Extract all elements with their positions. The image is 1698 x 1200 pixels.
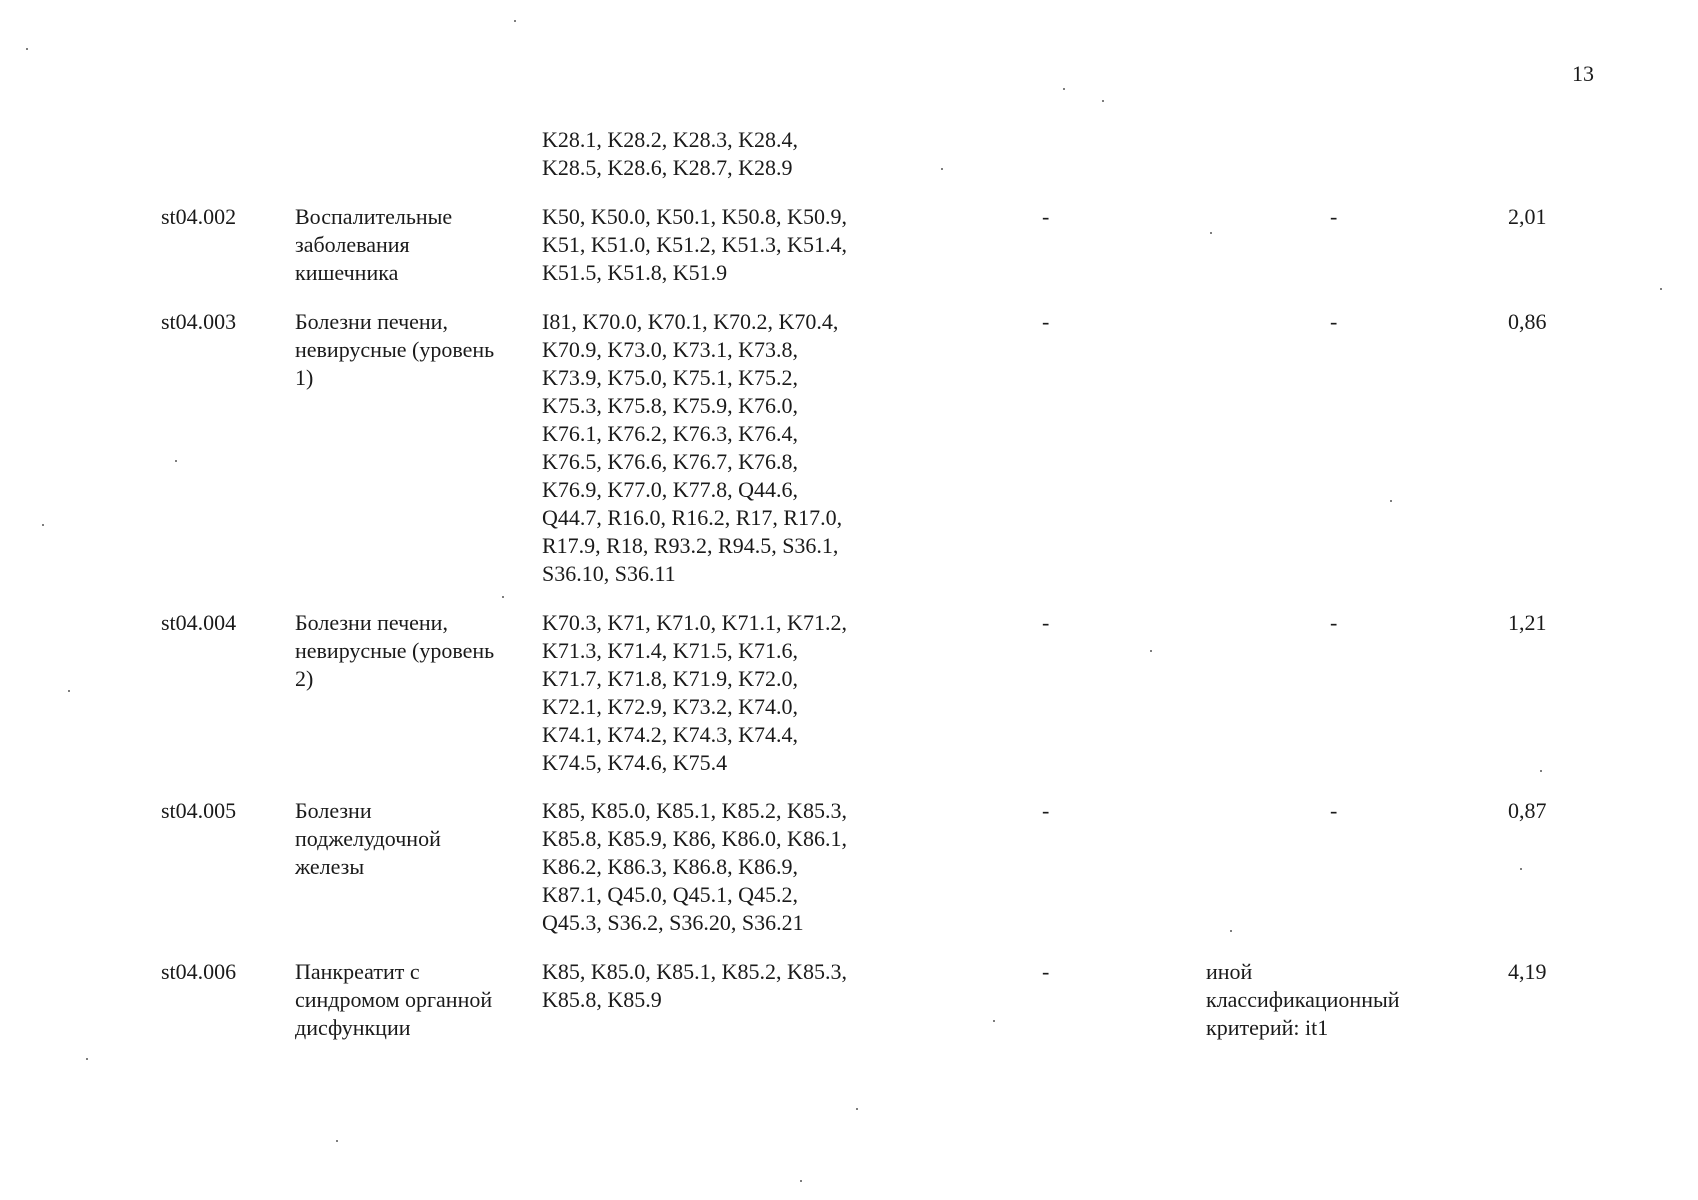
row-mkb-codes: K70.3, K71, K71.0, K71.1, K71.2, K71.3, K71.4, K71.5, K71.6, K71.7, K71.8, K71.9, K72.0, K72.1, K72.9, K73.2, K74.0, K74.1, K74.2, K74.3, K74.4, K74.5, K74.6, K75.4 [542, 610, 847, 775]
continuation-mkb-codes: K28.1, K28.2, K28.3, K28.4, K28.5, K28.6, K28.7, K28.9 [542, 127, 799, 180]
scan-speck [941, 168, 943, 170]
row-code: st04.006 [161, 959, 237, 984]
row-other-criterion: - [1330, 309, 1338, 334]
scan-speck [1150, 650, 1152, 652]
row-mkb-codes: K85, K85.0, K85.1, K85.2, K85.3, K85.8, K85.9, K86, K86.0, K86.1, K86.2, K86.3, K86.8, K86.9, K87.1, Q45.0, Q45.1, Q45.2, Q45.3, S36.2, S36.20, S36.21 [542, 798, 847, 935]
scan-speck [26, 48, 28, 50]
scan-speck [1102, 100, 1104, 102]
scan-speck [1390, 500, 1392, 502]
row-name: Панкреатит с синдромом органной дисфункции [295, 959, 493, 1040]
row-additional-code: - [1042, 204, 1050, 229]
row-mkb-codes: K85, K85.0, K85.1, K85.2, K85.3, K85.8, K85.9 [542, 959, 847, 1012]
scan-speck [993, 1020, 995, 1022]
scan-speck [1063, 88, 1065, 90]
scan-speck [42, 524, 44, 526]
scan-speck [514, 20, 516, 22]
row-name: Болезни печени, невирусные (уровень 1) [295, 309, 495, 390]
row-other-criterion: - [1330, 798, 1338, 823]
scan-speck [336, 1140, 338, 1142]
row-mkb-codes: I81, K70.0, K70.1, K70.2, K70.4, K70.9, K73.0, K73.1, K73.8, K73.9, K75.0, K75.1, K75.2, K75.3, K75.8, K75.9, K76.0, K76.1, K76.2, K76.3, K76.4, K76.5, K76.6, K76.7, K76.8, K76.9, K77.0, K77.8, Q44.6, Q44.7, R16.0, R16.2, R17, R17.0, R17.9, R18, R93.2, R94.5, S36.1, S36.10, S36.11 [542, 309, 843, 586]
row-additional-code: - [1042, 610, 1050, 635]
page-number: 13 [1572, 61, 1594, 86]
row-name: Болезни печени, невирусные (уровень 2) [295, 610, 495, 691]
scan-speck [68, 690, 70, 692]
row-name: Болезни поджелудочной железы [295, 798, 441, 879]
row-code: st04.005 [161, 798, 237, 823]
scan-speck [800, 1180, 802, 1182]
row-coefficient: 2,01 [1508, 204, 1547, 229]
row-other-criterion: иной классификационный критерий: it1 [1206, 959, 1400, 1040]
scan-speck [502, 596, 504, 598]
scan-speck [1520, 868, 1522, 870]
scan-speck [86, 1058, 88, 1060]
row-mkb-codes: K50, K50.0, K50.1, K50.8, K50.9, K51, K51.0, K51.2, K51.3, K51.4, K51.5, K51.8, K51.9 [542, 204, 847, 285]
row-coefficient: 4,19 [1508, 959, 1547, 984]
scan-speck [1210, 232, 1212, 234]
row-additional-code: - [1042, 959, 1050, 984]
row-coefficient: 0,87 [1508, 798, 1547, 823]
scan-speck [1540, 770, 1542, 772]
row-other-criterion: - [1330, 204, 1338, 229]
scan-speck [175, 460, 177, 462]
scan-speck [1660, 288, 1662, 290]
row-code: st04.004 [161, 610, 237, 635]
row-coefficient: 1,21 [1508, 610, 1547, 635]
scan-speck [856, 1108, 858, 1110]
row-coefficient: 0,86 [1508, 309, 1547, 334]
row-additional-code: - [1042, 798, 1050, 823]
row-additional-code: - [1042, 309, 1050, 334]
row-name: Воспалительные заболевания кишечника [295, 204, 453, 285]
row-code: st04.003 [161, 309, 237, 334]
row-other-criterion: - [1330, 610, 1338, 635]
scan-speck [1230, 930, 1232, 932]
row-code: st04.002 [161, 204, 237, 229]
